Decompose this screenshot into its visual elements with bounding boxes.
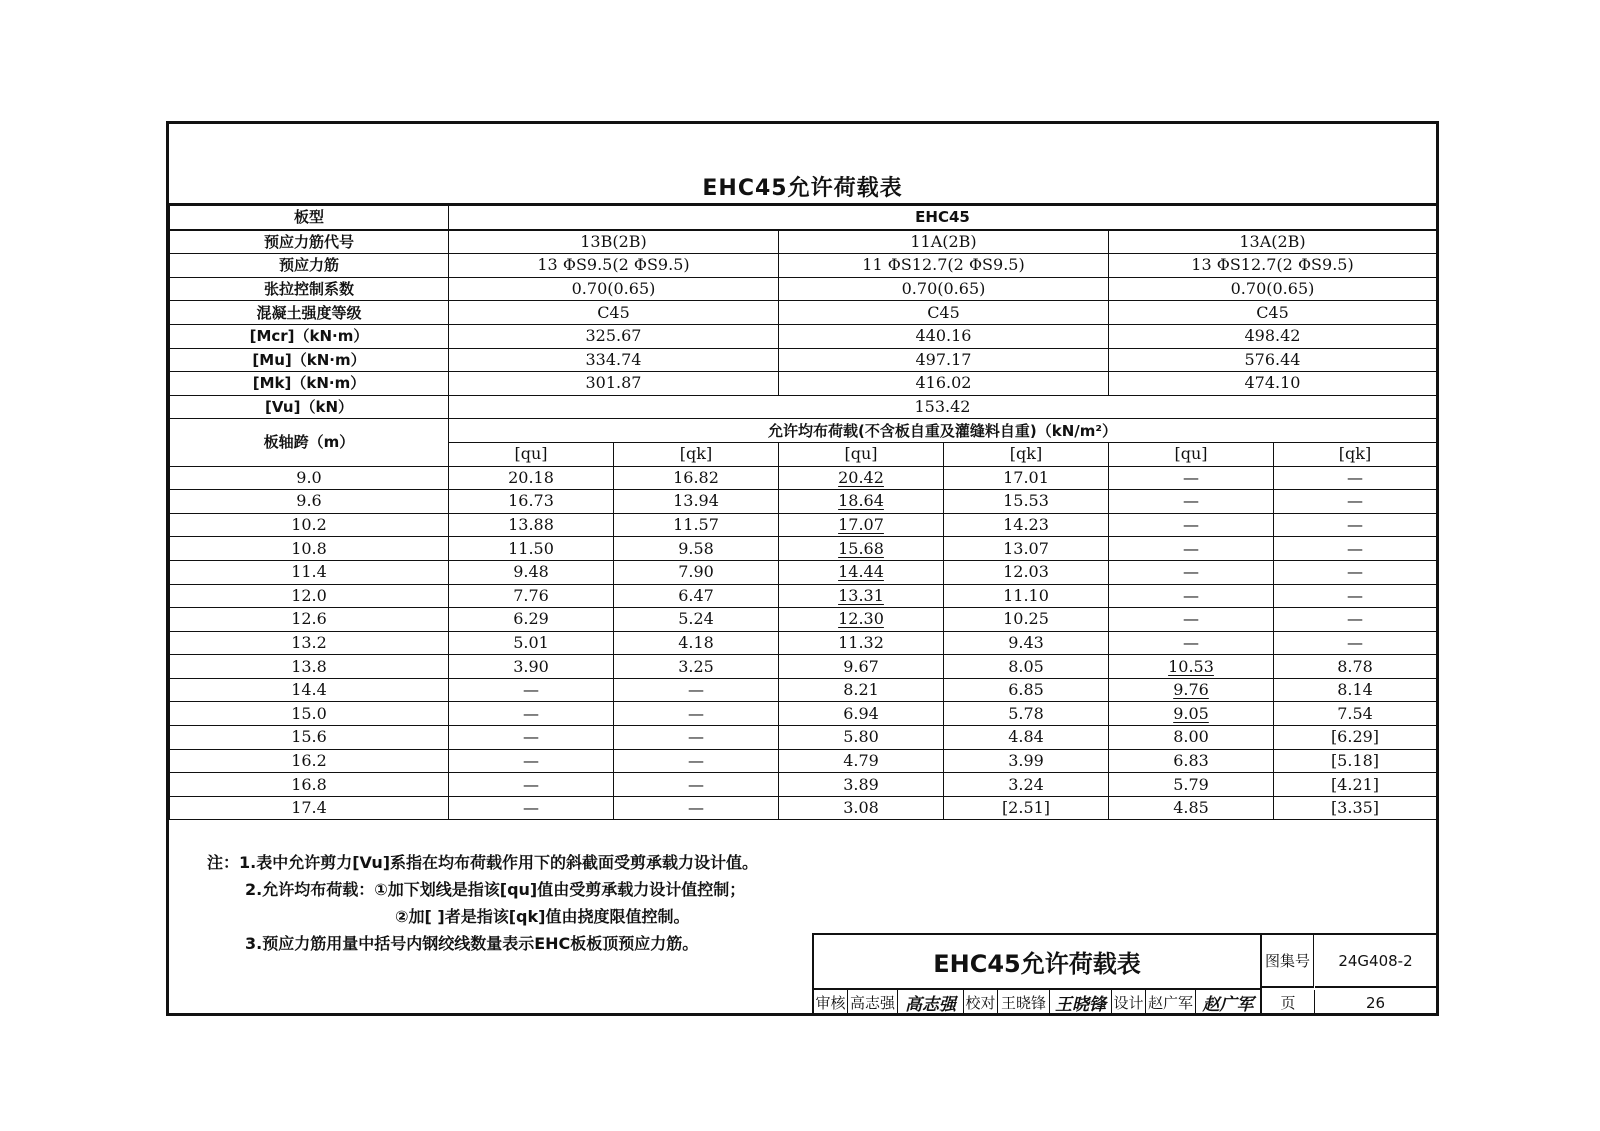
cell-value: 5.01: [513, 632, 549, 652]
cell-value: —: [1183, 609, 1199, 629]
cell-value: 4.84: [1008, 727, 1044, 747]
cell-value: —: [688, 703, 704, 723]
mu-3: 576.44: [1109, 348, 1437, 372]
qk-cell: [1274, 513, 1437, 537]
qu-cell: [449, 537, 614, 561]
cell-value: 13.88: [508, 515, 554, 535]
cell-value: 17.07: [838, 515, 884, 535]
cell-value: —: [1347, 585, 1363, 605]
cell-value: —: [523, 703, 539, 723]
tendon-code-3: 13A(2B): [1109, 230, 1437, 254]
qk-cell: [944, 560, 1109, 584]
qu-cell: [1109, 537, 1274, 561]
cell-value: —: [688, 750, 704, 770]
cell-value: 5.79: [1173, 774, 1209, 794]
mcr-1: 325.67: [449, 324, 779, 348]
qk-cell: [614, 702, 779, 726]
check-name: 王晓锋: [998, 990, 1050, 1015]
qk-cell: [944, 513, 1109, 537]
check-signature: 王晓锋: [1050, 990, 1112, 1015]
qu-cell: [779, 584, 944, 608]
qk-cell: [614, 773, 779, 797]
cell-value: —: [688, 774, 704, 794]
qu-cell: [449, 490, 614, 514]
qu-cell: [1109, 726, 1274, 750]
cell-value: —: [1183, 515, 1199, 535]
cell-value: 20.18: [508, 467, 554, 487]
qk-cell: [1274, 560, 1437, 584]
title-block: [812, 933, 1438, 1015]
qu-cell: [779, 796, 944, 820]
qk-cell: [944, 655, 1109, 679]
qk-header-2: [qk]: [944, 442, 1109, 466]
qu-cell: [1109, 513, 1274, 537]
qk-header-1: [qk]: [614, 442, 779, 466]
qk-cell: [944, 490, 1109, 514]
cell-value: [2.51]: [1001, 798, 1051, 818]
cell-value: 9.48: [513, 562, 549, 582]
mk-label: [Mk]（kN·m）: [170, 372, 449, 396]
cell-value: 6.94: [843, 703, 879, 723]
qk-cell: [614, 537, 779, 561]
review-name: 高志强: [848, 990, 898, 1015]
table-row: [170, 584, 1437, 608]
span-cell: 16.2: [170, 749, 449, 773]
qk-cell: [614, 655, 779, 679]
cell-value: 9.43: [1008, 632, 1044, 652]
qk-cell: [614, 466, 779, 490]
cell-value: 11.10: [1003, 585, 1049, 605]
qk-cell: [944, 608, 1109, 632]
span-cell: 15.6: [170, 726, 449, 750]
qu-cell: [449, 631, 614, 655]
table-row: [170, 631, 1437, 655]
qu-cell: [779, 466, 944, 490]
review-label: 审核: [814, 990, 848, 1015]
cell-value: 3.90: [513, 656, 549, 676]
table-row: [170, 796, 1437, 820]
tension-label: 张拉控制系数: [170, 277, 449, 301]
cell-value: —: [1183, 467, 1199, 487]
qk-cell: [1274, 726, 1437, 750]
qk-cell: [1274, 796, 1437, 820]
qk-cell: [614, 726, 779, 750]
cell-value: 10.53: [1168, 656, 1214, 676]
cell-value: 8.21: [843, 680, 879, 700]
cell-value: —: [1347, 467, 1363, 487]
cell-value: 11.50: [508, 538, 554, 558]
plate-type-label: 板型: [170, 206, 449, 230]
vu-value: 153.42: [449, 395, 1437, 419]
table-row: [170, 490, 1437, 514]
qk-cell: [614, 490, 779, 514]
tendon-label: 预应力筋: [170, 254, 449, 278]
cell-value: 9.67: [843, 656, 879, 676]
qu-cell: [1109, 631, 1274, 655]
cell-value: 6.85: [1008, 680, 1044, 700]
table-row: [170, 655, 1437, 679]
plate-type-value: EHC45: [449, 206, 1437, 230]
span-cell: 11.4: [170, 560, 449, 584]
qu-cell: [449, 726, 614, 750]
qu-cell: [779, 749, 944, 773]
mcr-2: 440.16: [779, 324, 1109, 348]
concrete-2: C45: [779, 301, 1109, 325]
qk-cell: [1274, 490, 1437, 514]
qu-cell: [449, 584, 614, 608]
qk-cell: [614, 796, 779, 820]
mu-1: 334.74: [449, 348, 779, 372]
cell-value: 18.64: [838, 491, 884, 511]
qk-cell: [1274, 678, 1437, 702]
cell-value: 11.57: [673, 515, 719, 535]
qk-cell: [944, 584, 1109, 608]
qu-cell: [449, 560, 614, 584]
cell-value: [3.35]: [1330, 798, 1380, 818]
qk-cell: [1274, 608, 1437, 632]
qu-header-2: [qu]: [779, 442, 944, 466]
cell-value: 4.18: [678, 632, 714, 652]
page-label: 页: [1262, 990, 1315, 1015]
qu-cell: [449, 796, 614, 820]
cell-value: 9.58: [678, 538, 714, 558]
cell-value: —: [1183, 562, 1199, 582]
table-row: [170, 537, 1437, 561]
table-row: [170, 726, 1437, 750]
cell-value: —: [1183, 632, 1199, 652]
tension-1: 0.70(0.65): [449, 277, 779, 301]
cell-value: 15.53: [1003, 491, 1049, 511]
check-label: 校对: [964, 990, 998, 1015]
qu-cell: [1109, 678, 1274, 702]
mk-2: 416.02: [779, 372, 1109, 396]
qk-cell: [1274, 749, 1437, 773]
cell-value: —: [1347, 562, 1363, 582]
cell-value: —: [688, 798, 704, 818]
mk-1: 301.87: [449, 372, 779, 396]
span-cell: 10.8: [170, 537, 449, 561]
cell-value: —: [1347, 515, 1363, 535]
qu-cell: [449, 702, 614, 726]
table-row: [170, 513, 1437, 537]
qk-cell: [944, 726, 1109, 750]
span-cell: 13.2: [170, 631, 449, 655]
cell-value: —: [1183, 538, 1199, 558]
cell-value: [5.18]: [1330, 750, 1380, 770]
qk-cell: [614, 560, 779, 584]
atlas-label: 图集号: [1262, 935, 1314, 988]
qk-cell: [1274, 655, 1437, 679]
cell-value: —: [523, 774, 539, 794]
tension-2: 0.70(0.65): [779, 277, 1109, 301]
qu-cell: [779, 655, 944, 679]
cell-value: 5.24: [678, 609, 714, 629]
qu-cell: [779, 608, 944, 632]
qu-cell: [1109, 702, 1274, 726]
qk-cell: [944, 466, 1109, 490]
qu-cell: [1109, 466, 1274, 490]
qu-cell: [1109, 490, 1274, 514]
cell-value: 17.01: [1003, 467, 1049, 487]
qu-cell: [779, 513, 944, 537]
qu-cell: [1109, 584, 1274, 608]
cell-value: 3.89: [843, 774, 879, 794]
review-signature: 高志强: [898, 990, 964, 1015]
concrete-1: C45: [449, 301, 779, 325]
table-row: [170, 773, 1437, 797]
cell-value: 8.14: [1337, 680, 1373, 700]
tendon-code-2: 11A(2B): [779, 230, 1109, 254]
span-cell: 14.4: [170, 678, 449, 702]
cell-value: —: [1347, 491, 1363, 511]
qk-cell: [1274, 631, 1437, 655]
qk-cell: [614, 631, 779, 655]
qu-cell: [1109, 796, 1274, 820]
qu-cell: [449, 608, 614, 632]
qu-cell: [1109, 608, 1274, 632]
qk-cell: [1274, 584, 1437, 608]
cell-value: 9.76: [1173, 680, 1209, 700]
cell-value: 7.90: [678, 562, 714, 582]
note-1: 注：1.表中允许剪力[Vu]系指在均布荷载作用下的斜截面受剪承载力设计值。: [207, 853, 759, 872]
cell-value: 6.83: [1173, 750, 1209, 770]
table-row: [170, 608, 1437, 632]
qk-cell: [944, 749, 1109, 773]
qu-cell: [779, 702, 944, 726]
cell-value: 3.25: [678, 656, 714, 676]
cell-value: 16.82: [673, 467, 719, 487]
notes: [207, 849, 758, 957]
cell-value: —: [1183, 585, 1199, 605]
cell-value: [6.29]: [1330, 727, 1380, 747]
qu-cell: [449, 773, 614, 797]
cell-value: —: [1347, 632, 1363, 652]
table-row: [170, 702, 1437, 726]
cell-value: [4.21]: [1330, 774, 1380, 794]
span-cell: 17.4: [170, 796, 449, 820]
qu-cell: [449, 466, 614, 490]
span-label: 板轴跨（m）: [170, 419, 449, 466]
cell-value: 11.32: [838, 632, 884, 652]
cell-value: —: [523, 727, 539, 747]
qu-cell: [779, 726, 944, 750]
cell-value: 6.29: [513, 609, 549, 629]
qk-cell: [1274, 773, 1437, 797]
note-3: 3.预应力筋用量中括号内钢绞线数量表示EHC板板顶预应力筋。: [245, 934, 699, 953]
mu-label: [Mu]（kN·m）: [170, 348, 449, 372]
cell-value: 4.85: [1173, 798, 1209, 818]
cell-value: —: [523, 750, 539, 770]
load-table: [169, 205, 1437, 820]
cell-value: 14.44: [838, 562, 884, 582]
qk-cell: [1274, 702, 1437, 726]
qk-cell: [944, 678, 1109, 702]
qu-cell: [1109, 655, 1274, 679]
span-cell: 12.0: [170, 584, 449, 608]
span-cell: 12.6: [170, 608, 449, 632]
qk-cell: [614, 749, 779, 773]
cell-value: 8.78: [1337, 656, 1373, 676]
mk-3: 474.10: [1109, 372, 1437, 396]
cell-value: 12.30: [838, 609, 884, 629]
qu-cell: [449, 678, 614, 702]
mcr-3: 498.42: [1109, 324, 1437, 348]
cell-value: —: [688, 680, 704, 700]
cell-value: 13.07: [1003, 538, 1049, 558]
cell-value: 7.54: [1337, 703, 1373, 723]
concrete-3: C45: [1109, 301, 1437, 325]
page-value: 26: [1365, 993, 1386, 1012]
table-row: [170, 466, 1437, 490]
tendon-code-1: 13B(2B): [449, 230, 779, 254]
cell-value: 8.00: [1173, 727, 1209, 747]
tendon-code-label: 预应力筋代号: [170, 230, 449, 254]
drawing-sheet: [166, 121, 1439, 1016]
atlas-value: 24G408-2: [1315, 935, 1436, 988]
cell-value: 3.99: [1008, 750, 1044, 770]
span-cell: 13.8: [170, 655, 449, 679]
qu-header-1: [qu]: [449, 442, 614, 466]
cell-value: —: [523, 680, 539, 700]
cell-value: —: [523, 798, 539, 818]
qk-cell: [1274, 466, 1437, 490]
cell-value: 13.94: [673, 491, 719, 511]
tendon-1: 13 ΦS9.5(2 ΦS9.5): [449, 254, 779, 278]
cell-value: 5.78: [1008, 703, 1044, 723]
qk-cell: [614, 608, 779, 632]
mu-2: 497.17: [779, 348, 1109, 372]
cell-value: —: [1347, 538, 1363, 558]
span-cell: 16.8: [170, 773, 449, 797]
vu-label: [Vu]（kN）: [170, 395, 449, 419]
design-label: 设计: [1112, 990, 1146, 1015]
qu-cell: [449, 749, 614, 773]
cell-value: 4.79: [843, 750, 879, 770]
qu-cell: [449, 655, 614, 679]
qu-header-3: [qu]: [1109, 442, 1274, 466]
tendon-3: 13 ΦS12.7(2 ΦS9.5): [1109, 254, 1437, 278]
cell-value: 13.31: [838, 585, 884, 605]
qk-cell: [614, 678, 779, 702]
qk-cell: [944, 796, 1109, 820]
span-cell: 10.2: [170, 513, 449, 537]
qk-cell: [614, 584, 779, 608]
qu-cell: [449, 513, 614, 537]
qu-cell: [779, 631, 944, 655]
mcr-label: [Mcr]（kN·m）: [170, 324, 449, 348]
design-name: 赵广军: [1146, 990, 1196, 1015]
load-label: 允许均布荷载(不含板自重及灌缝料自重)（kN/m²）: [449, 419, 1437, 443]
cell-value: 14.23: [1003, 515, 1049, 535]
qk-cell: [944, 631, 1109, 655]
cell-value: 3.08: [843, 798, 879, 818]
table-row: [170, 560, 1437, 584]
qk-cell: [944, 702, 1109, 726]
span-cell: 9.6: [170, 490, 449, 514]
cell-value: —: [1183, 491, 1199, 511]
concrete-label: 混凝土强度等级: [170, 301, 449, 325]
qu-cell: [1109, 773, 1274, 797]
tendon-2: 11 ΦS12.7(2 ΦS9.5): [779, 254, 1109, 278]
note-2: 2.允许均布荷载：①加下划线是指该[qu]值由受剪承载力设计值控制；: [245, 880, 746, 899]
tension-3: 0.70(0.65): [1109, 277, 1437, 301]
cell-value: 10.25: [1003, 609, 1049, 629]
qk-header-3: [qk]: [1274, 442, 1437, 466]
cell-value: 6.47: [678, 585, 714, 605]
qk-cell: [944, 773, 1109, 797]
design-signature: 赵广军: [1196, 990, 1262, 1015]
qk-cell: [944, 537, 1109, 561]
table-row: [170, 749, 1437, 773]
table-row: [170, 678, 1437, 702]
note-2b: ②加[ ]者是指该[qk]值由挠度限值控制。: [395, 907, 690, 926]
qu-cell: [779, 773, 944, 797]
cell-value: 9.05: [1173, 703, 1209, 723]
qk-cell: [614, 513, 779, 537]
cell-value: 16.73: [508, 491, 554, 511]
span-cell: 15.0: [170, 702, 449, 726]
titleblock-title: EHC45允许荷载表: [814, 935, 1262, 990]
qu-cell: [1109, 749, 1274, 773]
cell-value: 7.76: [513, 585, 549, 605]
qu-cell: [1109, 560, 1274, 584]
qu-cell: [779, 560, 944, 584]
qu-cell: [779, 490, 944, 514]
qk-cell: [1274, 537, 1437, 561]
cell-value: 8.05: [1008, 656, 1044, 676]
cell-value: 20.42: [838, 467, 884, 487]
cell-value: —: [1347, 609, 1363, 629]
cell-value: 5.80: [843, 727, 879, 747]
cell-value: 15.68: [838, 538, 884, 558]
span-cell: 9.0: [170, 466, 449, 490]
qu-cell: [779, 537, 944, 561]
cell-value: 12.03: [1003, 562, 1049, 582]
cell-value: —: [688, 727, 704, 747]
qu-cell: [779, 678, 944, 702]
table-title: EHC45允许荷载表: [702, 176, 903, 201]
cell-value: 3.24: [1008, 774, 1044, 794]
